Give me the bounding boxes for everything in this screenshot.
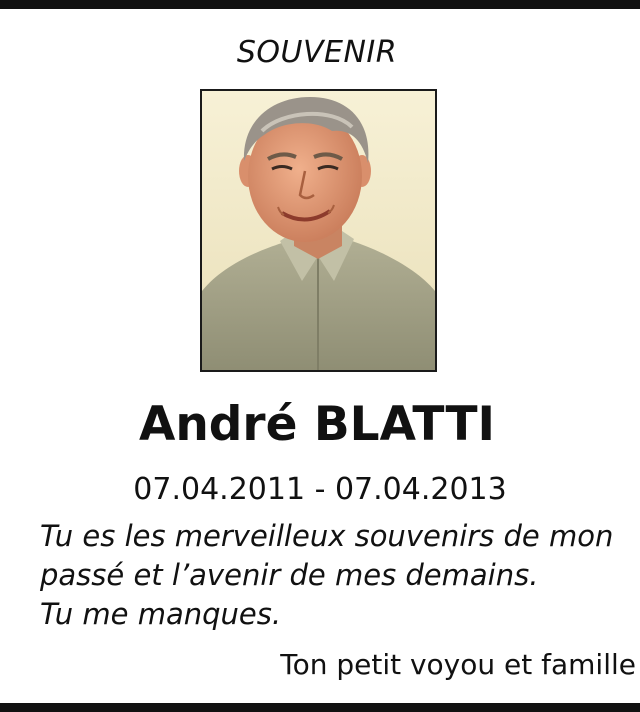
- message-line: Tu es les merveilleux souvenirs de mon: [40, 519, 614, 553]
- family-signature: Ton petit voyou et famille: [280, 648, 636, 681]
- bottom-border-rule: [0, 703, 640, 712]
- notice-heading: SOUVENIR: [236, 35, 398, 70]
- message-line: Tu me manques.: [40, 597, 282, 631]
- deceased-name: André BLATTI: [138, 397, 496, 452]
- top-border-rule: [0, 0, 640, 9]
- message-line: passé et l’avenir de mes demains.: [40, 558, 539, 592]
- portrait-photo: [200, 89, 437, 372]
- memorial-dates: 07.04.2011 - 07.04.2013: [133, 472, 507, 507]
- memorial-message: [40, 517, 638, 634]
